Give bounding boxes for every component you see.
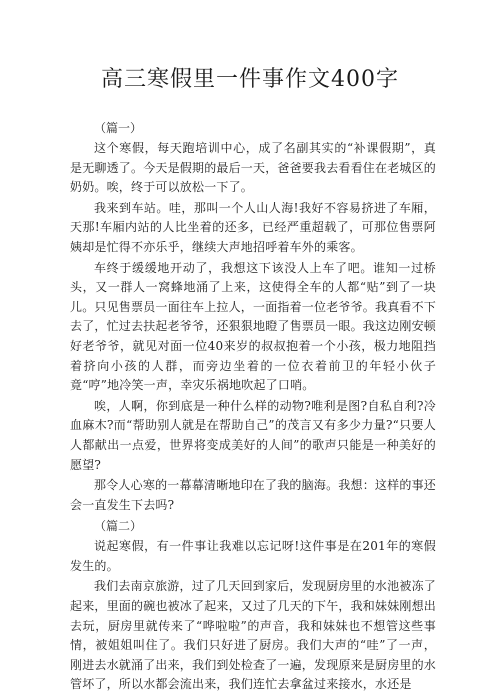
page-title: 高三寒假里一件事作文400字: [101, 67, 399, 92]
paragraph: 我们去南京旅游，过了几天回到家后，发现厨房里的水池被冻了起来，里面的碗也被冰了起来，又过了几天的下午，我和妹妹刚想出去玩，厨房里就传来了“哗啦啦”的声音，我和妹妹也不想管这些事情，被姐姐叫住了。我们只好进了厨房。我们大声的“哇”了一声，刚进去水就涌了出来，我们到处检查了一遍，发现原来是厨房里的水管坏了，所以水都会流出来，我们连忙去拿盆过来接水，水还是: [70, 579, 437, 692]
paragraph: 唉，人啊，你到底是一种什么样的动物?唯利是图?自私自利?冷血麻木?而“帮助别人就是在帮助自己”的茂言又有多少力量?“只要人人都献出一点爱，世界将变成美好的人间”的歌声只能是一种美好的愿望?: [70, 398, 436, 472]
paragraph: 这个寒假，每天跑培训中心，成了名副其实的“补课假期”，真是无聊透了。今天是假期的最后一天，爸爸要我去看看住在老城区的奶奶。唉，终于可以放松一下了。: [70, 141, 437, 195]
paragraph: 那令人心寒的一幕幕清晰地印在了我的脑海。我想：这样的事还会一直发生下去吗?: [70, 478, 436, 512]
section-label: （篇一）: [94, 121, 143, 135]
paragraph: 说起寒假，有一件事让我难以忘记呀!这件事是在201年的寒假发生的。: [70, 539, 436, 573]
document-body: [70, 118, 436, 696]
paragraph: 我来到车站。哇，那叫一个人山人海!我好不容易挤进了车厢，天那!车厢内站的人比坐着的还多，已经严重超载了，可那位售票阿姨却是忙得不亦乐乎，继续大声地招呼着车外的乘客。: [70, 200, 436, 254]
section-2: [70, 516, 436, 695]
section-label: （篇二）: [94, 519, 143, 534]
section-1: [70, 118, 436, 515]
paragraph: 车终于缓缓地开动了，我想这下该没人上车了吧。谁知一过桥头，又一群人一窝蜂地涌了上来，这使得全车的人都“贴”到了一块儿。只见售票员一面往车上拉人，一面指着一位老爷爷。我真看不下去了，忙过去扶起老爷爷，还狠狠地瞪了售票员一眼。我这边刚安顿好老爷爷，就见对面一位40来岁的叔叔抱着一个小孩，极力地阻挡着挤向小孩的人群，而旁边坐着的一位衣着前卫的年轻小伙子竟“哼”地冷笑一声，幸灾乐祸地吹起了口哨。: [70, 260, 437, 393]
